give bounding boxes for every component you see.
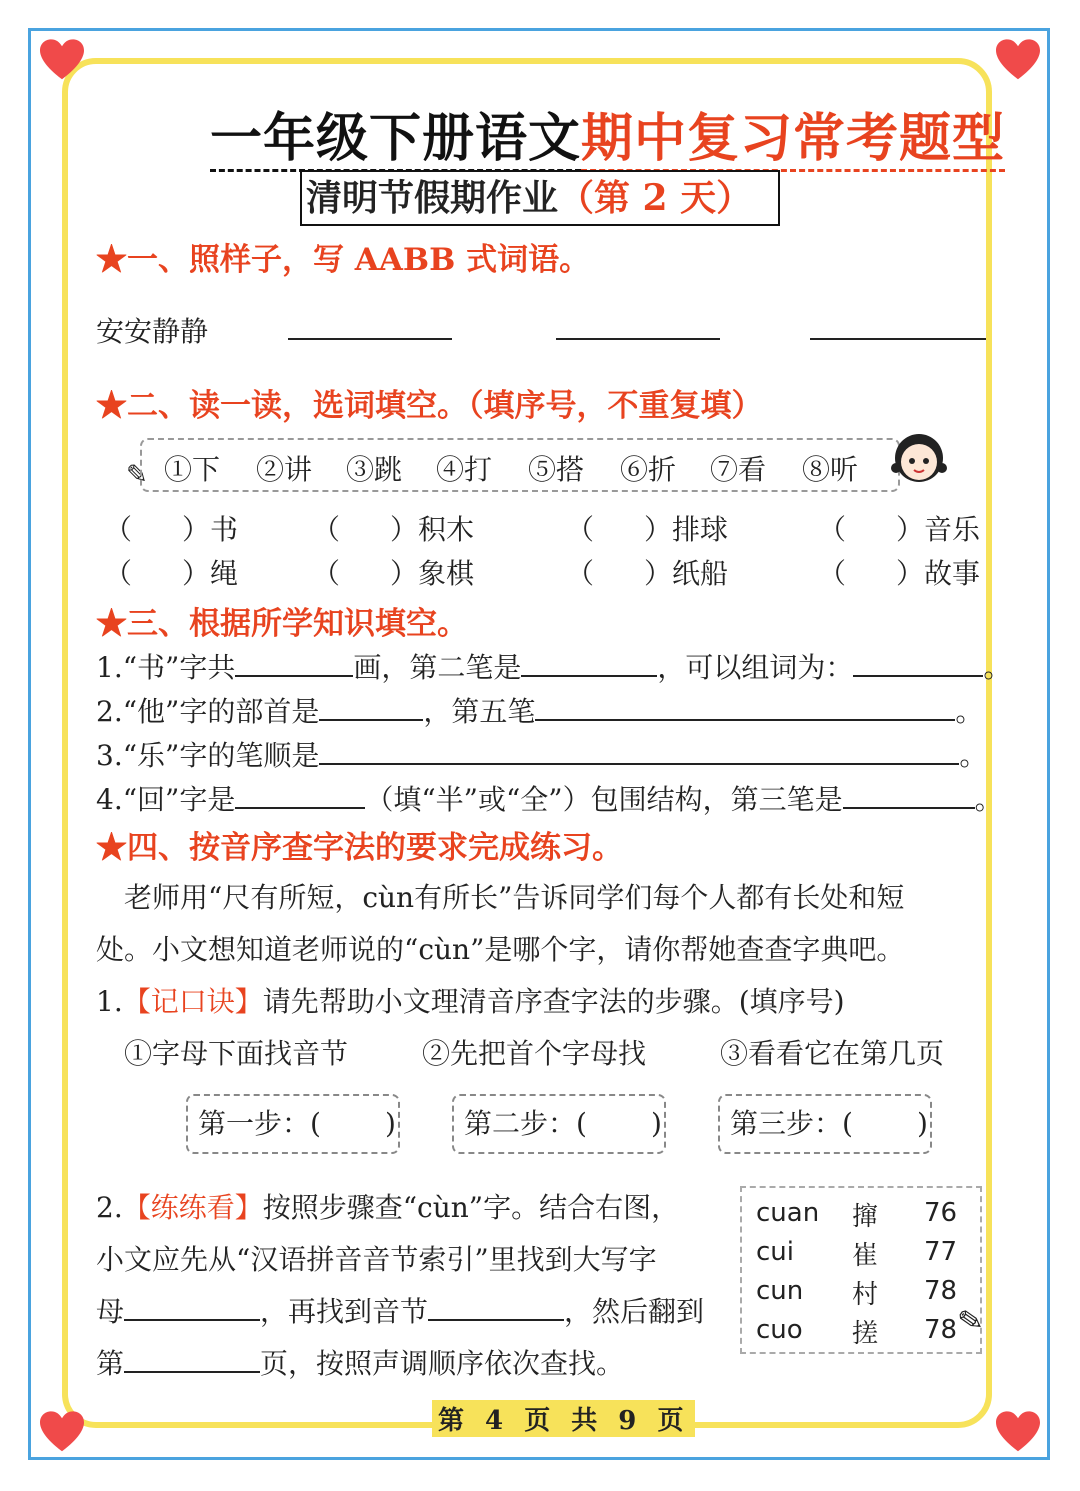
- section2-heading: ★二、读一读，选词填空。（填序号，不重复填）: [96, 388, 763, 424]
- title-red: 期中复习常考题型: [581, 108, 1005, 172]
- section3-heading: ★三、根据所学知识填空。: [96, 606, 468, 642]
- title-black: 一年级下册语文: [210, 108, 581, 172]
- word-option: ⑥折: [620, 453, 677, 486]
- index-syllable: cuan: [756, 1198, 820, 1228]
- index-syllable: cuo: [756, 1315, 803, 1345]
- blank-paren[interactable]: （ ）书: [104, 513, 239, 546]
- answer-blank[interactable]: [853, 671, 983, 677]
- answer-blank[interactable]: [843, 803, 975, 809]
- word-option: ②讲: [256, 453, 313, 486]
- index-syllable: cui: [756, 1237, 794, 1267]
- answer-blank[interactable]: [124, 1367, 260, 1373]
- fill-word: 象棋: [418, 557, 475, 590]
- word-option: ③跳: [346, 453, 403, 486]
- index-page: 77: [924, 1237, 958, 1267]
- page-footer: 第 4 页 共 9 页: [432, 1400, 695, 1437]
- blank-paren[interactable]: （ ）绳: [104, 557, 239, 590]
- pencil-icon: ✎: [126, 460, 148, 490]
- index-page: 76: [924, 1198, 958, 1228]
- blank-paren[interactable]: （ ）纸船: [566, 557, 729, 590]
- question-4-2-line3: 母 ，再找到音节 ，然后翻到: [96, 1295, 705, 1328]
- answer-blank[interactable]: [235, 803, 365, 809]
- index-page: 78: [924, 1276, 958, 1306]
- fill-word: 纸船: [672, 557, 729, 590]
- blank-paren[interactable]: （ ）积木: [312, 513, 475, 546]
- answer-line[interactable]: [556, 338, 720, 340]
- answer-blank[interactable]: [428, 1315, 564, 1321]
- subtitle-box: [300, 170, 780, 226]
- step-option: ③看看它在第几页: [720, 1037, 945, 1070]
- subtitle-day: （第 2 天）: [558, 177, 753, 219]
- step-box-2[interactable]: 第二步：( ): [452, 1094, 666, 1154]
- section1-heading: ★一、照样子，写 AABB 式词语。: [96, 242, 591, 278]
- index-char: 撺: [852, 1202, 879, 1232]
- answer-blank[interactable]: [235, 671, 353, 677]
- fill-word: 书: [210, 513, 239, 546]
- heart-icon: [40, 38, 84, 82]
- answer-blank[interactable]: [319, 759, 959, 765]
- heart-icon: [40, 1410, 84, 1454]
- heart-icon: [996, 1410, 1040, 1454]
- index-syllable: cun: [756, 1276, 804, 1306]
- question-4-1: 1.【记口诀】请先帮助小文理清音序查字法的步骤。(填序号): [96, 985, 845, 1018]
- fill-word: 绳: [210, 557, 239, 590]
- word-option: ⑤搭: [528, 453, 585, 486]
- index-char: 崔: [852, 1241, 879, 1271]
- example-word: 安安静静: [96, 315, 209, 348]
- question-3-4: 4.“回”字是 （填“半”或“全”）包围结构，第三笔是 。: [96, 783, 1003, 816]
- paragraph-line1: 老师用“尺有所短，cùn有所长”告诉同学们每个人都有长处和短: [124, 881, 905, 914]
- fill-word: 排球: [672, 513, 729, 546]
- word-bank: [140, 438, 900, 492]
- fill-word: 故事: [924, 557, 981, 590]
- fill-word: 音乐: [924, 513, 981, 546]
- step-box-3[interactable]: 第三步：( ): [718, 1094, 932, 1154]
- answer-line[interactable]: [288, 338, 452, 340]
- word-option: ⑧听: [802, 453, 859, 486]
- word-option: ①下: [164, 453, 221, 486]
- blank-paren[interactable]: （ ）音乐: [818, 513, 981, 546]
- fill-word: 积木: [418, 513, 475, 546]
- blank-paren[interactable]: （ ）故事: [818, 557, 981, 590]
- section4-heading: ★四、按音序查字法的要求完成练习。: [96, 830, 623, 866]
- question-4-2-line1: 2.【练练看】按照步骤查“cùn”字。结合右图，: [96, 1191, 680, 1224]
- step-option: ①字母下面找音节: [124, 1037, 349, 1070]
- question-3-2: 2.“他”字的部首是 ，第五笔 。: [96, 695, 984, 728]
- question-3-3: 3.“乐”字的笔顺是 。: [96, 739, 988, 772]
- question-3-1: 1.“书”字共 画，第二笔是 ，可以组词为： 。: [96, 651, 1012, 684]
- step-box-1[interactable]: 第一步：( ): [186, 1094, 400, 1154]
- question-4-2-line2: 小文应先从“汉语拼音音节索引”里找到大写字: [96, 1243, 657, 1276]
- answer-blank[interactable]: [319, 715, 423, 721]
- girl-avatar-icon: [886, 428, 952, 494]
- answer-blank[interactable]: [124, 1315, 260, 1321]
- index-page: 78: [924, 1315, 958, 1345]
- answer-line[interactable]: [810, 338, 986, 340]
- pencil-icon: ✎: [955, 1302, 986, 1341]
- answer-blank[interactable]: [521, 671, 657, 677]
- answer-blank[interactable]: [535, 715, 955, 721]
- question-4-2-line4: 第 页，按照声调顺序依次查找。: [96, 1347, 625, 1380]
- paragraph-line2: 处。小文想知道老师说的“cùn”是哪个字，请你帮她查查字典吧。: [96, 933, 905, 966]
- word-option: ⑦看: [710, 453, 767, 486]
- blank-paren[interactable]: （ ）象棋: [312, 557, 475, 590]
- subtitle-text: 清明节假期作业: [306, 177, 559, 219]
- heart-icon: [996, 38, 1040, 82]
- step-option: ②先把首个字母找: [422, 1037, 647, 1070]
- blank-paren[interactable]: （ ）排球: [566, 513, 729, 546]
- index-char: 搓: [852, 1319, 879, 1349]
- page-title: [210, 96, 1005, 171]
- word-option: ④打: [436, 453, 493, 486]
- index-char: 村: [852, 1280, 879, 1310]
